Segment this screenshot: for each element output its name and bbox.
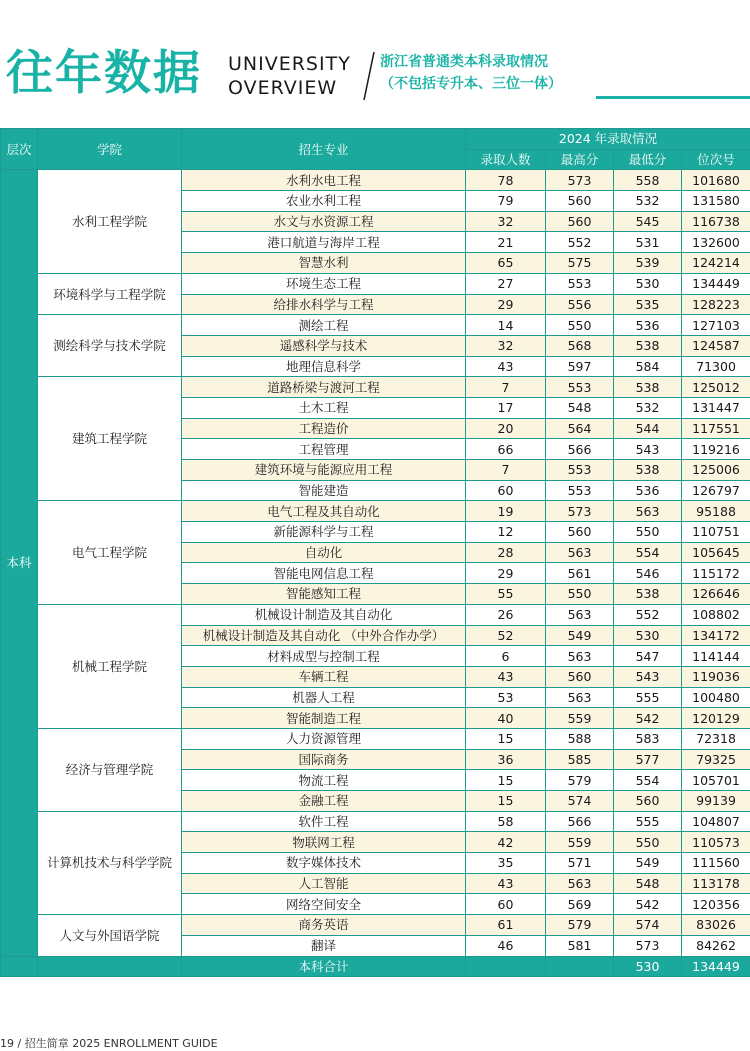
count-cell: 60 <box>466 480 546 501</box>
count-cell: 58 <box>466 811 546 832</box>
count-cell: 27 <box>466 273 546 294</box>
min-cell: 558 <box>614 170 682 191</box>
count-cell: 32 <box>466 211 546 232</box>
major-cell: 环境生态工程 <box>182 273 466 294</box>
page-title: 往年数据 <box>6 44 202 104</box>
page-header <box>0 0 750 120</box>
count-cell: 43 <box>466 873 546 894</box>
rank-cell: 84262 <box>682 935 750 956</box>
count-cell: 40 <box>466 708 546 729</box>
count-cell: 15 <box>466 728 546 749</box>
major-cell: 数字媒体技术 <box>182 853 466 874</box>
rank-cell: 128223 <box>682 294 750 315</box>
college-cell: 测绘科学与技术学院 <box>38 315 182 377</box>
min-cell: 538 <box>614 460 682 481</box>
rank-cell: 83026 <box>682 915 750 936</box>
page-footer: 19 / 招生简章 2025 ENROLLMENT GUIDE <box>0 1035 218 1051</box>
min-cell: 542 <box>614 708 682 729</box>
min-cell: 546 <box>614 563 682 584</box>
count-cell: 6 <box>466 646 546 667</box>
min-cell: 583 <box>614 728 682 749</box>
count-cell: 14 <box>466 315 546 336</box>
max-cell: 566 <box>546 811 614 832</box>
english-title <box>228 52 351 100</box>
rank-cell: 108802 <box>682 604 750 625</box>
min-cell: 536 <box>614 480 682 501</box>
major-cell: 给排水科学与工程 <box>182 294 466 315</box>
major-cell: 国际商务 <box>182 749 466 770</box>
total-max-cell <box>546 956 614 977</box>
rank-cell: 126797 <box>682 480 750 501</box>
count-cell: 32 <box>466 335 546 356</box>
major-cell: 人工智能 <box>182 873 466 894</box>
english-title-line2: OVERVIEW <box>228 76 351 100</box>
max-cell: 573 <box>546 170 614 191</box>
major-cell: 测绘工程 <box>182 315 466 336</box>
major-cell: 水文与水资源工程 <box>182 211 466 232</box>
max-cell: 563 <box>546 604 614 625</box>
max-cell: 548 <box>546 397 614 418</box>
count-cell: 52 <box>466 625 546 646</box>
header-rule <box>596 96 750 99</box>
min-cell: 542 <box>614 894 682 915</box>
max-cell: 550 <box>546 584 614 605</box>
count-cell: 65 <box>466 253 546 274</box>
count-cell: 43 <box>466 666 546 687</box>
major-cell: 电气工程及其自动化 <box>182 501 466 522</box>
major-cell: 智能电网信息工程 <box>182 563 466 584</box>
table-row <box>1 811 750 832</box>
table-body <box>1 170 750 977</box>
college-cell: 人文与外国语学院 <box>38 915 182 956</box>
rank-cell: 125006 <box>682 460 750 481</box>
major-cell: 商务英语 <box>182 915 466 936</box>
rank-cell: 134449 <box>682 273 750 294</box>
college-cell: 计算机技术与科学学院 <box>38 811 182 914</box>
min-cell: 547 <box>614 646 682 667</box>
max-cell: 564 <box>546 418 614 439</box>
count-cell: 60 <box>466 894 546 915</box>
max-cell: 559 <box>546 832 614 853</box>
min-cell: 550 <box>614 832 682 853</box>
major-cell: 金融工程 <box>182 791 466 812</box>
major-cell: 自动化 <box>182 542 466 563</box>
major-cell: 网络空间安全 <box>182 894 466 915</box>
count-cell: 53 <box>466 687 546 708</box>
english-title-line1: UNIVERSITY <box>228 52 351 76</box>
min-cell: 574 <box>614 915 682 936</box>
college-cell: 环境科学与工程学院 <box>38 273 182 314</box>
rank-cell: 105645 <box>682 542 750 563</box>
min-cell: 530 <box>614 273 682 294</box>
rank-cell: 99139 <box>682 791 750 812</box>
max-cell: 552 <box>546 232 614 253</box>
max-cell: 563 <box>546 873 614 894</box>
min-cell: 555 <box>614 811 682 832</box>
major-cell: 港口航道与海岸工程 <box>182 232 466 253</box>
count-cell: 29 <box>466 294 546 315</box>
count-cell: 26 <box>466 604 546 625</box>
count-cell: 28 <box>466 542 546 563</box>
min-cell: 538 <box>614 335 682 356</box>
count-cell: 35 <box>466 853 546 874</box>
max-cell: 553 <box>546 460 614 481</box>
rank-cell: 113178 <box>682 873 750 894</box>
rank-cell: 134172 <box>682 625 750 646</box>
min-cell: 539 <box>614 253 682 274</box>
rank-cell: 132600 <box>682 232 750 253</box>
major-cell: 智能感知工程 <box>182 584 466 605</box>
rank-cell: 125012 <box>682 377 750 398</box>
rank-cell: 116738 <box>682 211 750 232</box>
max-cell: 553 <box>546 377 614 398</box>
count-cell: 29 <box>466 563 546 584</box>
count-cell: 15 <box>466 770 546 791</box>
count-cell: 17 <box>466 397 546 418</box>
college-cell: 水利工程学院 <box>38 170 182 273</box>
min-cell: 543 <box>614 666 682 687</box>
subtitle-line2: （不包括专升本、三位一体） <box>380 73 562 95</box>
header-group: 2024 年录取情况 <box>466 129 750 150</box>
major-cell: 机器人工程 <box>182 687 466 708</box>
min-cell: 577 <box>614 749 682 770</box>
admission-table <box>0 128 750 977</box>
max-cell: 597 <box>546 356 614 377</box>
max-cell: 575 <box>546 253 614 274</box>
rank-cell: 110573 <box>682 832 750 853</box>
min-cell: 549 <box>614 853 682 874</box>
rank-cell: 124214 <box>682 253 750 274</box>
max-cell: 560 <box>546 211 614 232</box>
major-cell: 工程管理 <box>182 439 466 460</box>
count-cell: 12 <box>466 522 546 543</box>
major-cell: 智能制造工程 <box>182 708 466 729</box>
college-cell: 建筑工程学院 <box>38 377 182 501</box>
major-cell: 机械设计制造及其自动化 （中外合作办学） <box>182 625 466 646</box>
major-cell: 农业水利工程 <box>182 191 466 212</box>
college-cell: 电气工程学院 <box>38 501 182 604</box>
subtitle <box>380 51 562 95</box>
major-cell: 水利水电工程 <box>182 170 466 191</box>
rank-cell: 119036 <box>682 666 750 687</box>
count-cell: 19 <box>466 501 546 522</box>
max-cell: 566 <box>546 439 614 460</box>
count-cell: 46 <box>466 935 546 956</box>
rank-cell: 104807 <box>682 811 750 832</box>
major-cell: 智能建造 <box>182 480 466 501</box>
major-cell: 机械设计制造及其自动化 <box>182 604 466 625</box>
college-cell: 经济与管理学院 <box>38 728 182 811</box>
total-min-cell: 530 <box>614 956 682 977</box>
min-cell: 560 <box>614 791 682 812</box>
max-cell: 585 <box>546 749 614 770</box>
min-cell: 550 <box>614 522 682 543</box>
major-cell: 建筑环境与能源应用工程 <box>182 460 466 481</box>
count-cell: 55 <box>466 584 546 605</box>
count-cell: 7 <box>466 460 546 481</box>
rank-cell: 124587 <box>682 335 750 356</box>
max-cell: 568 <box>546 335 614 356</box>
count-cell: 43 <box>466 356 546 377</box>
min-cell: 584 <box>614 356 682 377</box>
major-cell: 物流工程 <box>182 770 466 791</box>
rank-cell: 101680 <box>682 170 750 191</box>
max-cell: 560 <box>546 191 614 212</box>
header-max: 最高分 <box>546 149 614 170</box>
max-cell: 556 <box>546 294 614 315</box>
subtitle-line1: 浙江省普通类本科录取情况 <box>380 51 562 73</box>
level-cell: 本科 <box>1 170 38 956</box>
count-cell: 66 <box>466 439 546 460</box>
min-cell: 538 <box>614 584 682 605</box>
max-cell: 553 <box>546 273 614 294</box>
rank-cell: 119216 <box>682 439 750 460</box>
rank-cell: 117551 <box>682 418 750 439</box>
min-cell: 532 <box>614 191 682 212</box>
major-cell: 翻译 <box>182 935 466 956</box>
table-row <box>1 728 750 749</box>
rank-cell: 115172 <box>682 563 750 584</box>
min-cell: 538 <box>614 377 682 398</box>
count-cell: 61 <box>466 915 546 936</box>
max-cell: 579 <box>546 915 614 936</box>
header-major: 招生专业 <box>182 129 466 170</box>
table-row <box>1 915 750 936</box>
max-cell: 581 <box>546 935 614 956</box>
count-cell: 20 <box>466 418 546 439</box>
max-cell: 563 <box>546 542 614 563</box>
rank-cell: 105701 <box>682 770 750 791</box>
max-cell: 563 <box>546 646 614 667</box>
total-level-cell <box>1 956 38 977</box>
rank-cell: 114144 <box>682 646 750 667</box>
table-row <box>1 604 750 625</box>
rank-cell: 111560 <box>682 853 750 874</box>
rank-cell: 131447 <box>682 397 750 418</box>
rank-cell: 126646 <box>682 584 750 605</box>
table-row <box>1 377 750 398</box>
header-level: 层次 <box>1 129 38 170</box>
max-cell: 588 <box>546 728 614 749</box>
max-cell: 569 <box>546 894 614 915</box>
major-cell: 道路桥梁与渡河工程 <box>182 377 466 398</box>
table-row <box>1 170 750 191</box>
count-cell: 7 <box>466 377 546 398</box>
major-cell: 人力资源管理 <box>182 728 466 749</box>
min-cell: 573 <box>614 935 682 956</box>
rank-cell: 71300 <box>682 356 750 377</box>
count-cell: 79 <box>466 191 546 212</box>
max-cell: 574 <box>546 791 614 812</box>
major-cell: 土木工程 <box>182 397 466 418</box>
max-cell: 559 <box>546 708 614 729</box>
header-min: 最低分 <box>614 149 682 170</box>
table-row <box>1 315 750 336</box>
min-cell: 532 <box>614 397 682 418</box>
total-college-cell <box>38 956 182 977</box>
total-rank-cell: 134449 <box>682 956 750 977</box>
total-label: 本科合计 <box>182 956 466 977</box>
min-cell: 545 <box>614 211 682 232</box>
rank-cell: 120129 <box>682 708 750 729</box>
count-cell: 15 <box>466 791 546 812</box>
max-cell: 571 <box>546 853 614 874</box>
major-cell: 新能源科学与工程 <box>182 522 466 543</box>
max-cell: 550 <box>546 315 614 336</box>
max-cell: 553 <box>546 480 614 501</box>
header-college: 学院 <box>38 129 182 170</box>
min-cell: 544 <box>614 418 682 439</box>
major-cell: 车辆工程 <box>182 666 466 687</box>
max-cell: 560 <box>546 666 614 687</box>
rank-cell: 120356 <box>682 894 750 915</box>
max-cell: 579 <box>546 770 614 791</box>
rank-cell: 95188 <box>682 501 750 522</box>
count-cell: 78 <box>466 170 546 191</box>
min-cell: 554 <box>614 770 682 791</box>
min-cell: 563 <box>614 501 682 522</box>
rank-cell: 110751 <box>682 522 750 543</box>
header-count: 录取人数 <box>466 149 546 170</box>
min-cell: 554 <box>614 542 682 563</box>
min-cell: 531 <box>614 232 682 253</box>
major-cell: 工程造价 <box>182 418 466 439</box>
min-cell: 536 <box>614 315 682 336</box>
college-cell: 机械工程学院 <box>38 604 182 728</box>
header-rank: 位次号 <box>682 149 750 170</box>
slash-divider-icon <box>360 50 380 102</box>
max-cell: 573 <box>546 501 614 522</box>
major-cell: 遥感科学与技术 <box>182 335 466 356</box>
min-cell: 552 <box>614 604 682 625</box>
rank-cell: 131580 <box>682 191 750 212</box>
table-row <box>1 273 750 294</box>
major-cell: 软件工程 <box>182 811 466 832</box>
count-cell: 21 <box>466 232 546 253</box>
min-cell: 543 <box>614 439 682 460</box>
count-cell: 42 <box>466 832 546 853</box>
major-cell: 地理信息科学 <box>182 356 466 377</box>
rank-cell: 127103 <box>682 315 750 336</box>
rank-cell: 100480 <box>682 687 750 708</box>
major-cell: 智慧水利 <box>182 253 466 274</box>
max-cell: 549 <box>546 625 614 646</box>
max-cell: 561 <box>546 563 614 584</box>
rank-cell: 72318 <box>682 728 750 749</box>
major-cell: 材料成型与控制工程 <box>182 646 466 667</box>
table-row <box>1 501 750 522</box>
min-cell: 548 <box>614 873 682 894</box>
rank-cell: 79325 <box>682 749 750 770</box>
total-count-cell <box>466 956 546 977</box>
min-cell: 530 <box>614 625 682 646</box>
max-cell: 563 <box>546 687 614 708</box>
min-cell: 555 <box>614 687 682 708</box>
min-cell: 535 <box>614 294 682 315</box>
max-cell: 560 <box>546 522 614 543</box>
count-cell: 36 <box>466 749 546 770</box>
major-cell: 物联网工程 <box>182 832 466 853</box>
total-row <box>1 956 750 977</box>
